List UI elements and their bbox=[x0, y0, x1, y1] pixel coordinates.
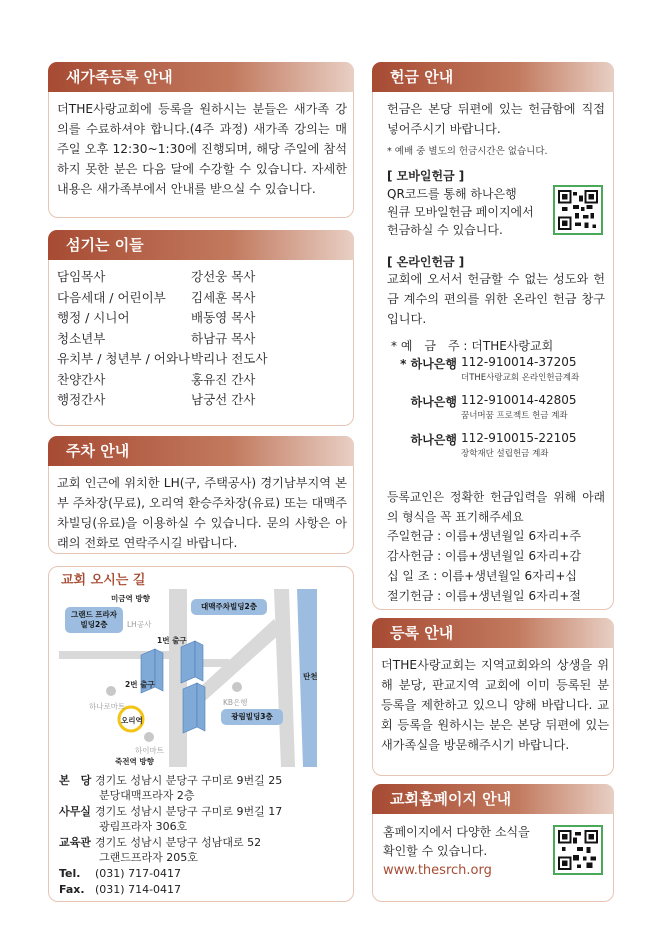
homepage-link[interactable]: www.thesrch.org bbox=[383, 863, 492, 878]
address-label: 본 당 bbox=[59, 774, 92, 787]
mobile-offering-qr[interactable] bbox=[553, 185, 603, 235]
map-label-exit1: 1번 출구 bbox=[157, 636, 187, 645]
address-row bbox=[59, 882, 181, 897]
parking-panel bbox=[48, 436, 354, 554]
offering-panel bbox=[372, 62, 614, 610]
offering-title: 헌금 안내 bbox=[372, 62, 614, 92]
map-label-ori: 오리역 bbox=[121, 716, 143, 725]
account-bank: * 하나은행 bbox=[400, 357, 457, 371]
address-line: 그랜드프라자 205호 bbox=[99, 851, 198, 864]
address-line: (031) 714-0417 bbox=[95, 883, 182, 896]
account-holder-label: * 예 금 주 : bbox=[391, 339, 468, 353]
offering-format-item: 감사헌금 : 이름+생년월일 6자리+감 bbox=[387, 549, 581, 563]
directions-panel bbox=[48, 566, 354, 902]
directions-title: 교회 오시는 길 bbox=[61, 573, 146, 588]
map-label-exit2: 2번 출구 bbox=[125, 680, 155, 689]
qr-code-icon bbox=[558, 190, 598, 230]
registration-panel bbox=[372, 618, 614, 776]
servant-name: 홍유진 간사 bbox=[191, 371, 256, 387]
servant-role: 청소년부 bbox=[57, 330, 106, 346]
account-bank: 하나은행 bbox=[410, 395, 457, 409]
address-row bbox=[59, 773, 282, 803]
mobile-offering-body: QR코드를 통해 하나은행 원큐 모바일헌금 페이지에서 헌금하실 수 있습니다. bbox=[387, 187, 534, 237]
account-bank: 하나은행 bbox=[410, 433, 457, 447]
address-label: Fax. bbox=[59, 883, 85, 896]
registration-title: 등록 안내 bbox=[372, 618, 614, 648]
map-callout-daemaek: 대맥주차빌딩2층 bbox=[191, 599, 267, 615]
map-label-lh: LH공사 bbox=[127, 620, 152, 629]
account-holder bbox=[391, 337, 553, 354]
offering-format-intro: 등록교인은 정확한 헌금입력을 위해 아래의 형식을 꼭 표기해주세요 bbox=[387, 490, 605, 524]
offering-note: * 예배 중 별도의 헌금시간은 없습니다. bbox=[387, 146, 548, 157]
servant-role: 행정간사 bbox=[57, 392, 106, 407]
servant-role: 다음세대 / 어린이부 bbox=[57, 289, 166, 305]
account-holder-name: 더THE사랑교회 bbox=[471, 339, 554, 353]
map-label-himart: 하이마트 bbox=[135, 746, 164, 755]
address-row bbox=[59, 835, 261, 865]
homepage-body: 홈페이지에서 다양한 소식을 확인할 수 있습니다. bbox=[383, 825, 530, 858]
online-offering-body: 교회에 오서서 헌금할 수 없는 성도와 헌금 계수의 편의를 위한 온라인 헌금 창구입니다. bbox=[387, 272, 605, 326]
homepage-panel bbox=[372, 784, 614, 902]
servant-name: 김세훈 목사 bbox=[191, 289, 256, 305]
map-callout-gwangrim: 광림빌딩3층 bbox=[221, 709, 283, 725]
servant-name: 강선웅 목사 bbox=[191, 269, 256, 284]
address-line: 경기도 성남시 분당구 성남대로 52 bbox=[95, 836, 262, 849]
account-number: 112-910014-42805 bbox=[461, 393, 577, 407]
account-desc: 꿈너머꿈 프로젝트 헌금 계좌 bbox=[461, 411, 568, 421]
offering-format-item: 절기헌금 : 이름+생년월일 6자리+절 bbox=[387, 589, 581, 603]
account-desc: 더THE사랑교회 온라인헌금계좌 bbox=[461, 373, 580, 383]
address-line: 광림프라자 306호 bbox=[99, 820, 188, 833]
servants-panel bbox=[48, 230, 354, 426]
online-offering-title: [ 온라인헌금 ] bbox=[387, 255, 465, 269]
homepage-qr[interactable] bbox=[553, 825, 603, 875]
newfamily-body: 더THE사랑교회에 등록을 원하시는 분들은 새가족 강의를 수료하셔야 합니다.(4주 과정) 새가족 강의는 매주일 오후 12:30~1:30에 진행되며, 해당 주일에 참석하지 못한 분은 다음 달에 수강할 수 있습니다. 자세한 내용은 새가족부에서 안내를 받으실 수 있습니다. bbox=[57, 102, 347, 196]
servant-role: 유치부 / 청년부 / 어와나 bbox=[57, 351, 190, 366]
address-line: 경기도 성남시 분당구 구미로 9번길 25 bbox=[95, 774, 283, 787]
offering-intro: 헌금은 본당 뒤편에 있는 헌금함에 직접 넣어주시기 바랍니다. bbox=[387, 102, 605, 136]
offering-format-item: 주일헌금 : 이름+생년월일 6자리+주 bbox=[387, 529, 581, 543]
address-row bbox=[59, 866, 181, 881]
servant-name: 남궁선 간사 bbox=[191, 392, 256, 407]
address-line: (031) 717-0417 bbox=[95, 867, 182, 880]
servant-role: 담임목사 bbox=[57, 269, 106, 284]
mobile-offering-title: [ 모바일헌금 ] bbox=[387, 169, 465, 183]
address-row bbox=[59, 804, 282, 834]
servant-name: 배동영 목사 bbox=[191, 310, 256, 325]
map-label-jukjeon: 죽전역 방향 bbox=[115, 757, 154, 766]
servant-name: 하남규 목사 bbox=[191, 330, 256, 346]
address-line: 분당대맥프라자 2층 bbox=[99, 789, 195, 802]
newfamily-panel bbox=[48, 62, 354, 218]
homepage-title: 교회홈페이지 안내 bbox=[372, 784, 614, 814]
account-number: 112-910015-22105 bbox=[461, 431, 577, 445]
account-number: 112-910014-37205 bbox=[461, 355, 577, 369]
map-label-hanaro: 하나로마트 bbox=[89, 702, 126, 711]
servant-role: 행정 / 시니어 bbox=[57, 310, 130, 325]
registration-body: 더THE사랑교회는 지역교회와의 상생을 위해 분당, 판교지역 교회에 이미 등록된 분 등록을 제한하고 있으니 양해 바랍니다. 교회 등록을 원하시는 분은 본당 뒤편에 있는 새가족실을 방문해주시기 바랍니다. bbox=[381, 658, 609, 752]
location-map bbox=[59, 589, 325, 767]
map-label-mikeum: 미금역 방향 bbox=[111, 594, 150, 603]
map-callout-grand: 그랜드 프라자 빌딩2층 bbox=[65, 607, 123, 633]
map-label-tancheon: 탄천 bbox=[303, 672, 318, 681]
servant-name: 박리나 전도사 bbox=[191, 351, 268, 366]
servant-role: 찬양간사 bbox=[57, 371, 106, 387]
address-label: 사무실 bbox=[59, 805, 91, 818]
newfamily-title: 새가족등록 안내 bbox=[48, 62, 354, 92]
offering-format-item: 십 일 조 : 이름+생년월일 6자리+십 bbox=[387, 569, 577, 583]
parking-title: 주차 안내 bbox=[48, 436, 354, 466]
map-label-kb: KB은행 bbox=[223, 698, 248, 707]
address-line: 경기도 성남시 분당구 구미로 9번길 17 bbox=[95, 805, 283, 818]
address-label: 교육관 bbox=[59, 836, 91, 849]
account-desc: 장학재단 설립헌금 계좌 bbox=[461, 449, 549, 459]
parking-body: 교회 인근에 위치한 LH(구, 주택공사) 경기남부지역 본부 주차장(무료), 오리역 환승주차장(유료) 또는 대맥주차빌딩(유료)을 이용하실 수 있습니다. 문의 사항은 아래의 전화로 연락주시길 바랍니다. bbox=[57, 476, 347, 550]
address-label: Tel. bbox=[59, 867, 81, 880]
servants-title: 섬기는 이들 bbox=[48, 230, 354, 260]
qr-code-icon bbox=[558, 830, 598, 870]
